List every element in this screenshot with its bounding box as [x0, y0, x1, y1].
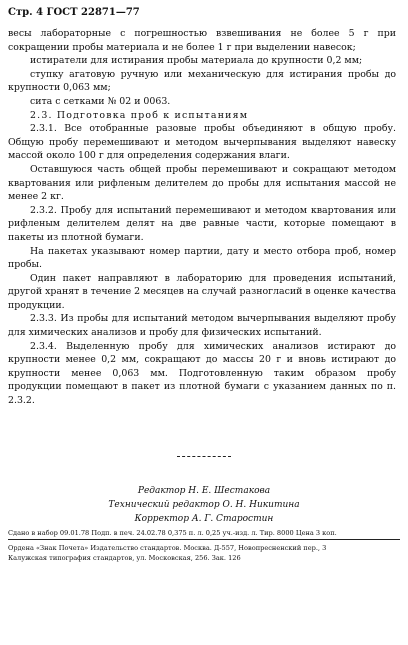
- imprint-rule: [8, 539, 400, 540]
- page-header: Стр. 4 ГОСТ 22871—77: [8, 7, 140, 18]
- separator-line: [177, 456, 231, 457]
- paragraph: 2.3.4. Выделенную пробу для химических анализов истирают до крупности менее 0,2 мм, сокращают до массы 20 г и вновь истирают до крупности менее 0,063 мм. Подготовленную таким образом пробу продукции помещают в пакет из плотной бумаги с указанием данных по п. 2.3.2.: [8, 340, 396, 407]
- editor-line: Редактор Н. Е. Шестакова: [137, 486, 271, 496]
- paragraph: Оставшуюся часть общей пробы перемешивают и сокращают методом квартования или рифленым делителем до пробы для испытания массой не менее 2 кг.: [8, 163, 396, 203]
- credits-block: [0, 484, 408, 526]
- paragraph: истиратели для истирания пробы материала до крупности 0,2 мм;: [30, 55, 363, 67]
- imprint-print-data: Сдано в набор 09.01.78 Подп. в печ. 24.02.78 0,375 п. л. 0,25 уч.-изд. л. Тир. 8000 Цена 3 коп.: [8, 529, 337, 537]
- paragraph: сита с сетками № 02 и 0063.: [30, 95, 171, 107]
- paragraph: весы лабораторные с погрешностью взвешивания не более 5 г при сокращении пробы материала и не более 1 г при выделении навесок;: [8, 28, 396, 53]
- paragraph: 2.3.2. Пробу для испытаний перемешивают и методом квартования или рифленым делителем делят на две равные части, которые помещают в пакеты из плотной бумаги.: [8, 204, 396, 243]
- imprint-printer: Калужская типография стандартов, ул. Московская, 256. Зак. 126: [8, 554, 241, 562]
- imprint-publisher: Ордена «Знак Почета» Издательство стандартов. Москва. Д-557, Новопресненский пер., 3: [8, 544, 327, 552]
- imprint-block: [8, 528, 400, 563]
- tech-editor-line: Технический редактор О. Н. Никитина: [108, 500, 300, 510]
- paragraph: На пакетах указывают номер партии, дату и место отбора проб, номер пробы.: [8, 245, 396, 271]
- paragraph: ступку агатовую ручную или механическую для истирания пробы до крупности 0,063 мм;: [8, 68, 396, 94]
- proofreader-line: Корректор А. Г. Старостин: [134, 514, 274, 524]
- paragraph: 2.3.3. Из пробы для испытаний методом вычерпывания выделяют пробу для химических анализов и пробу для физических испытаний.: [8, 313, 396, 339]
- body-text: [8, 27, 396, 408]
- section-heading: 2.3. Подготовка проб к испытаниям: [30, 109, 249, 121]
- paragraph: 2.3.1. Все отобранные разовые пробы объединяют в общую пробу. Общую пробу перемешивают и методом вычерпывания выделяют навеску массой около 100 г для определения содержания влаги.: [8, 123, 396, 162]
- paragraph: Один пакет направляют в лабораторию для проведения испытаний, другой хранят в течение 2 месяцев на случай разногласий в оценке качества продукции.: [8, 272, 396, 311]
